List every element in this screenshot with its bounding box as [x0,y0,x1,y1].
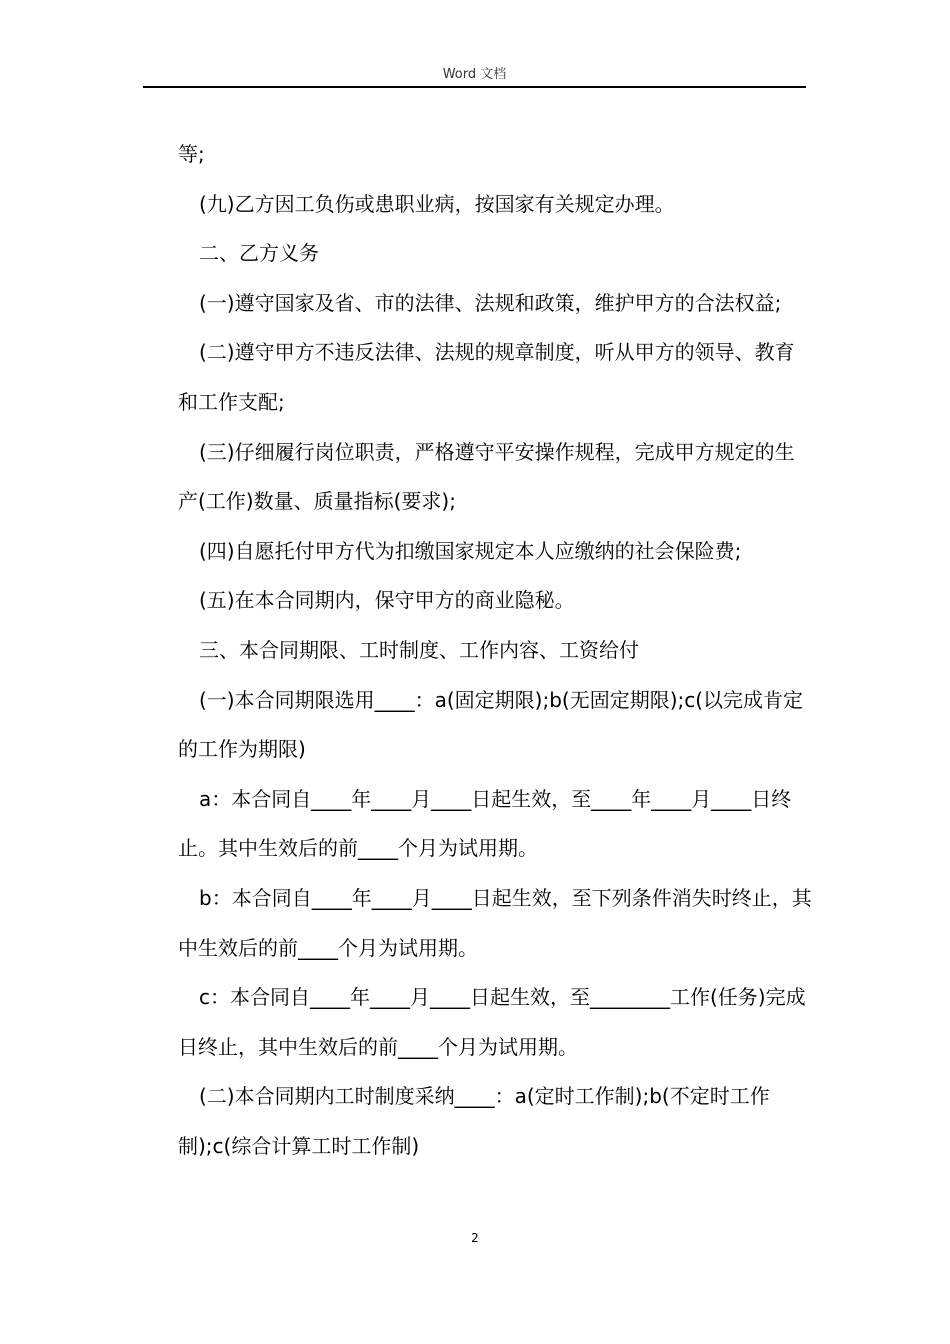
paragraph-8: (五)在本合同期内，保守甲方的商业隐秘。 [199,588,575,613]
paragraph-10: (一)本合同期限选用____：a(固定期限);b(无固定期限);c(以完成肯定的工作为期限) [178,687,804,762]
paragraph-13: c：本合同自____年____月____日起生效，至________工作(任务)完成日终止，其中生效后的前____个月为试用期。 [178,985,806,1059]
page-number: 2 [471,1231,479,1245]
paragraph-14: (二)本合同期内工时制度采纳____：a(定时工作制);b(不定时工作制);c(综合计算工时工作制) [178,1084,770,1158]
paragraph-7: (四)自愿托付甲方代为扣缴国家规定本人应缴纳的社会保险费; [199,538,742,563]
document-body [178,130,812,1171]
paragraph-4: (一)遵守国家及省、市的法律、法规和政策，维护甲方的合法权益; [199,290,782,315]
header-title: Word 文档 [442,67,507,82]
paragraph-1: 等; [178,142,205,166]
paragraph-5: (二)遵守甲方不违反法律、法规的规章制度，听从甲方的领导、教育和工作支配; [178,340,795,414]
header-divider [143,86,806,88]
paragraph-6: (三)仔细履行岗位职责，严格遵守平安操作规程，完成甲方规定的生产(工作)数量、质量指标(要求); [178,439,795,514]
page-footer [0,1229,950,1247]
section-heading-2: 二、乙方义务 [199,241,319,266]
paragraph-2: (九)乙方因工负伤或患职业病，按国家有关规定办理。 [199,191,675,216]
section-heading-3: 三、本合同期限、工时制度、工作内容、工资给付 [199,637,639,662]
page-header [143,66,806,84]
paragraph-12: b：本合同自____年____月____日起生效，至下列条件消失时终止，其中生效后的前____个月为试用期。 [178,885,812,960]
paragraph-11: a：本合同自____年____月____日起生效，至____年____月____日终止。其中生效后的前____个月为试用期。 [178,786,792,861]
